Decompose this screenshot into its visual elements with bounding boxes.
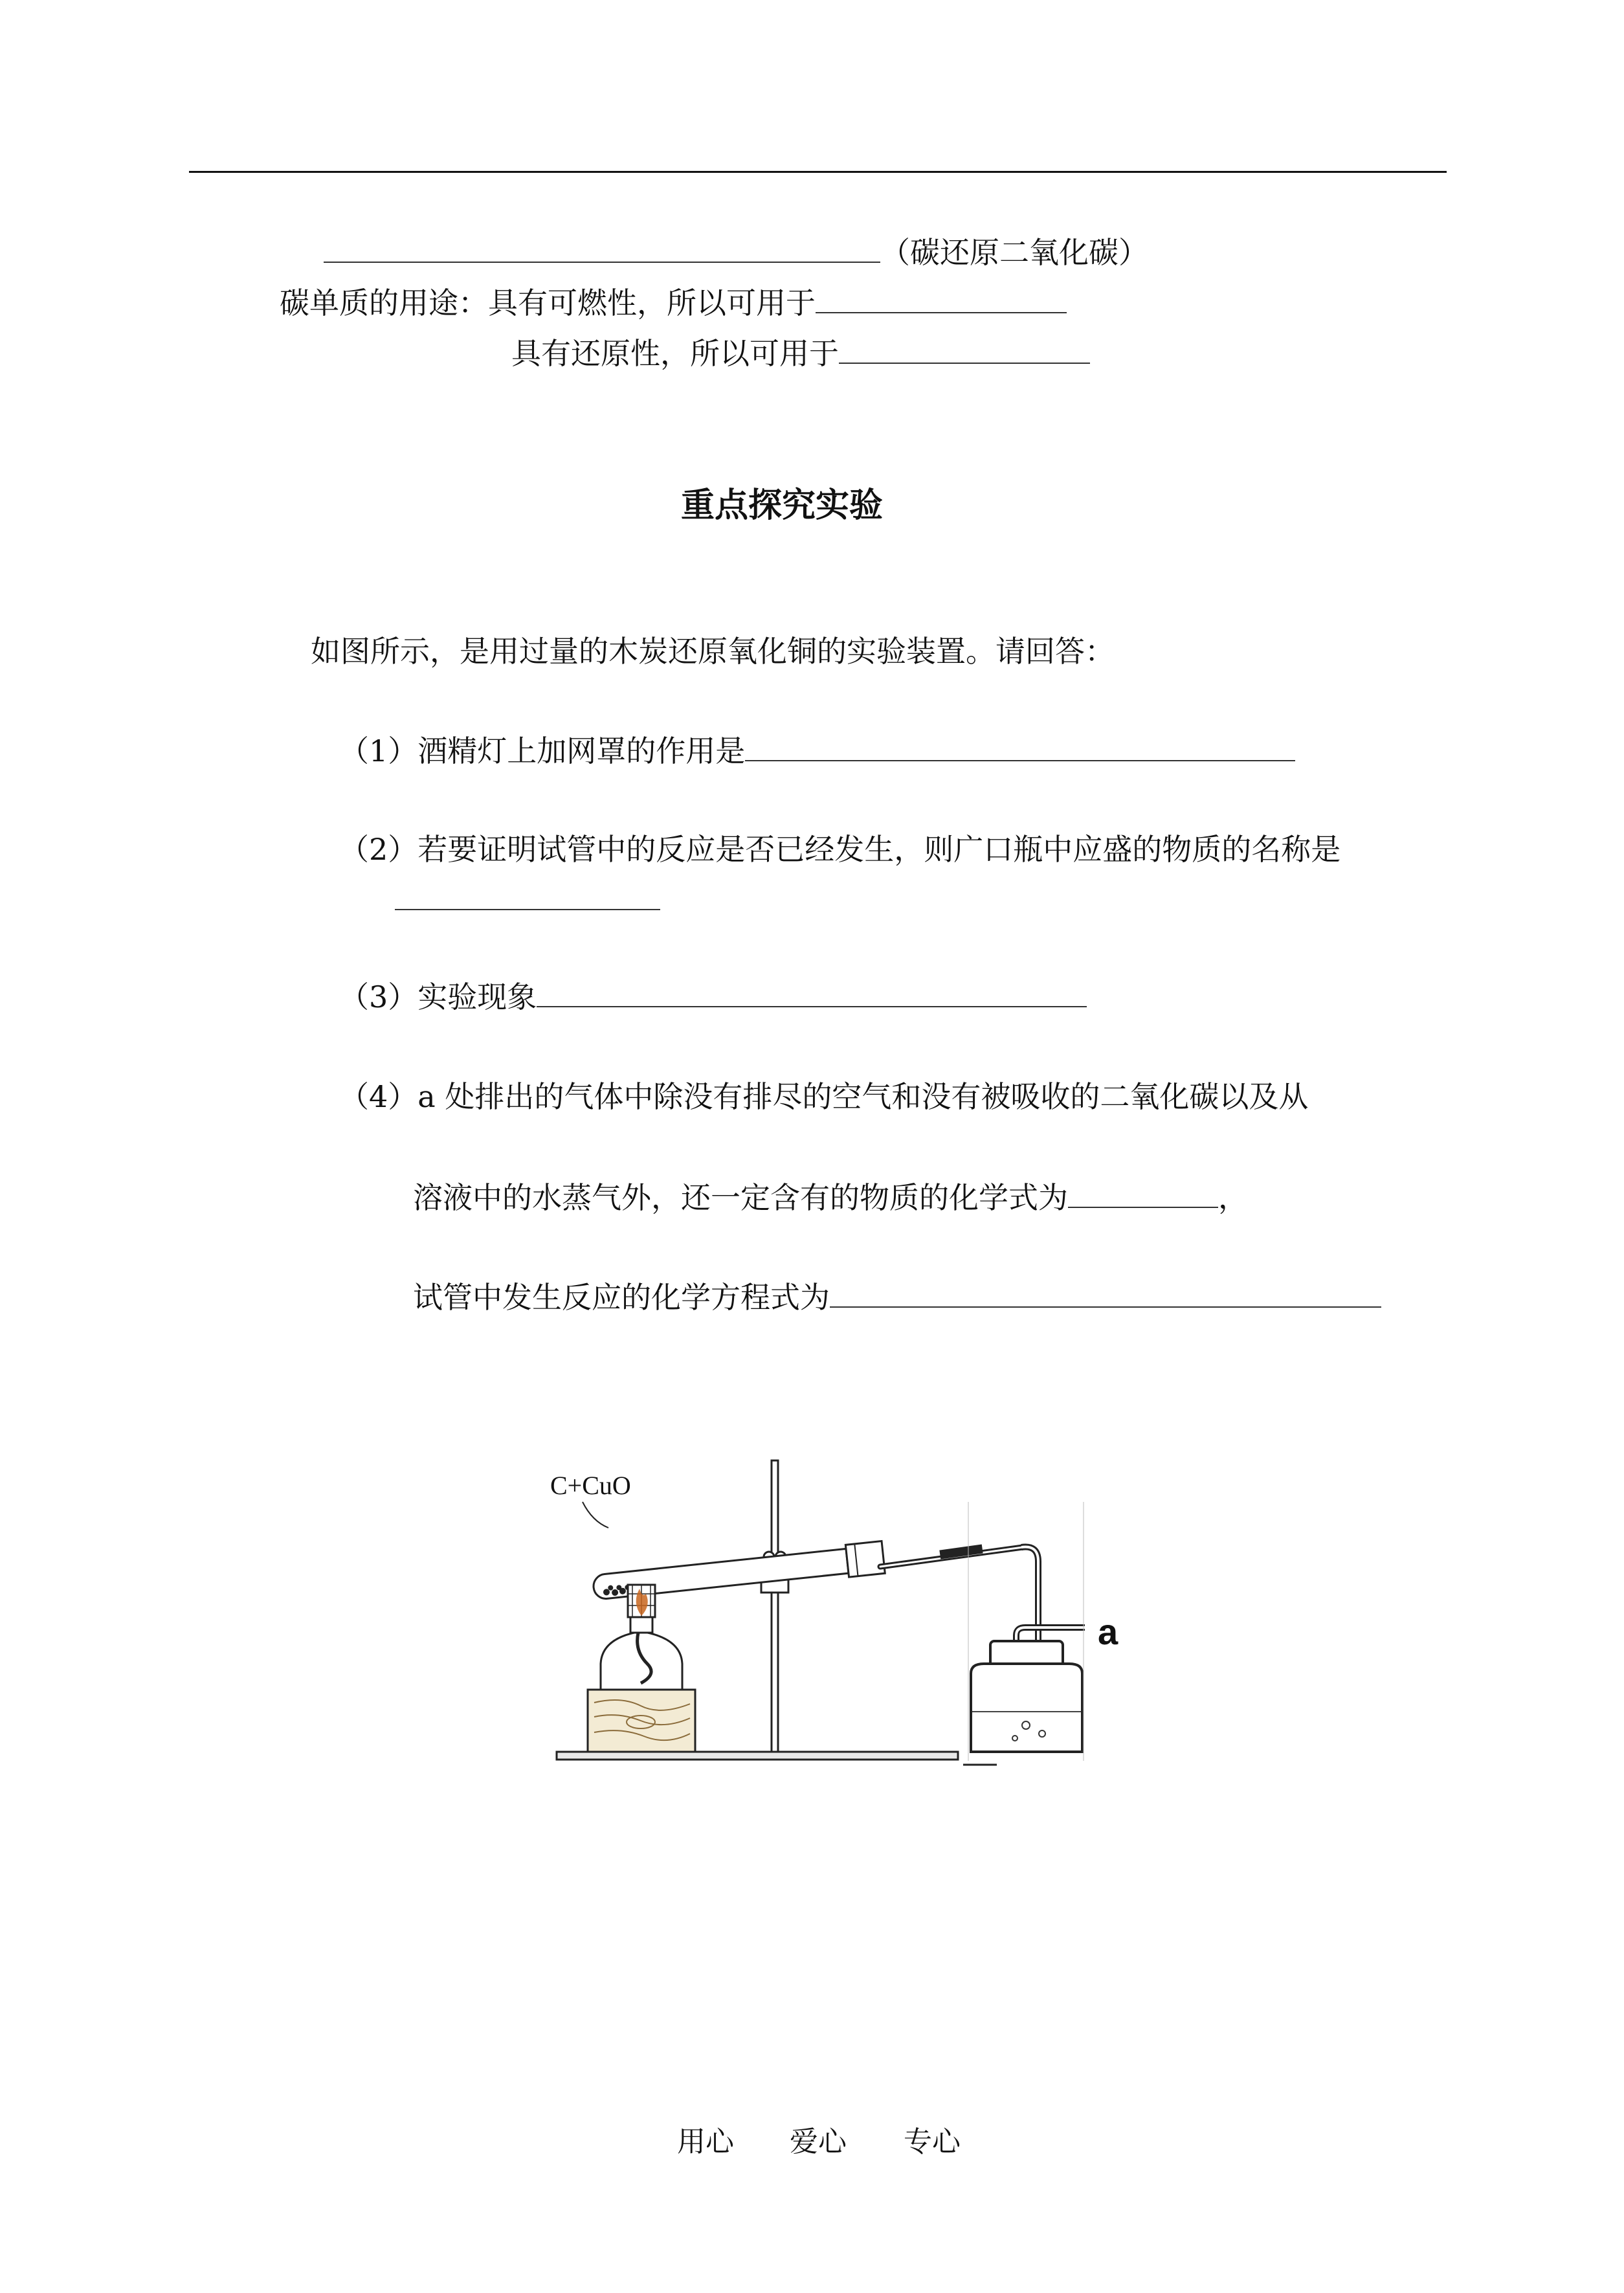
answer-blank[interactable] [830,1278,1381,1308]
apparatus-figure [544,1450,1126,1813]
section-title: 重点探究实验 [681,486,884,525]
answer-blank[interactable] [395,880,660,910]
question-4-line-1: （4）a 处排出的气体中除没有排尽的空气和没有被吸收的二氧化碳以及从 [339,1079,1309,1114]
header-rule [189,171,1447,173]
uses-prefix: 碳单质的用途： [280,285,488,320]
question-3 [339,978,1087,1015]
question-4-line-3-text: 试管中发生反应的化学方程式为 [413,1280,830,1315]
uses-reducing-line [511,334,1090,372]
question-1-text: （1）酒精灯上加网罩的作用是 [339,733,746,768]
carbon-co2-label: （碳还原二氧化碳） [880,235,1148,270]
footer-item-1: 用心 [677,2125,734,2158]
question-4-line-2-text: 溶液中的水蒸气外，还一定含有的物质的化学式为 [413,1180,1068,1215]
footer-item-2: 爱心 [790,2125,847,2158]
tube-label: C+CuO [550,1471,631,1500]
question-4-line-2 [413,1178,1248,1216]
wooden-block [588,1690,695,1752]
question-2-answer [395,880,660,918]
answer-blank[interactable] [1068,1178,1218,1208]
stand-rod [772,1460,778,1752]
uses-combustible-line [280,284,1067,321]
question-4-comma: ， [1218,1180,1248,1215]
question-2 [339,831,1340,867]
answer-blank[interactable] [324,233,880,263]
question-1 [339,732,1295,769]
answer-blank[interactable] [839,334,1090,364]
carbon-co2-line [324,233,1148,271]
stand-base [557,1752,958,1760]
footer-item-3: 专心 [904,2125,961,2158]
question-3-text: （3）实验现象 [339,979,537,1014]
outlet-label: a [1098,1611,1118,1652]
alcohol-lamp [601,1585,682,1690]
question-4-line-3 [413,1278,1381,1315]
question-2-text: （2）若要证明试管中的反应是否已经发生，则广口瓶中应盛的物质的名称是 [339,832,1341,867]
combustible-text: 具有可燃性，所以可用于 [488,285,816,320]
answer-blank[interactable] [745,732,1295,761]
reducing-text: 具有还原性，所以可用于 [511,336,839,371]
wide-mouth-bottle [971,1641,1082,1752]
answer-blank[interactable] [816,284,1067,313]
answer-blank[interactable] [537,978,1087,1007]
intro-text: 如图所示，是用过量的木炭还原氧化铜的实验装置。请回答： [311,634,1115,669]
